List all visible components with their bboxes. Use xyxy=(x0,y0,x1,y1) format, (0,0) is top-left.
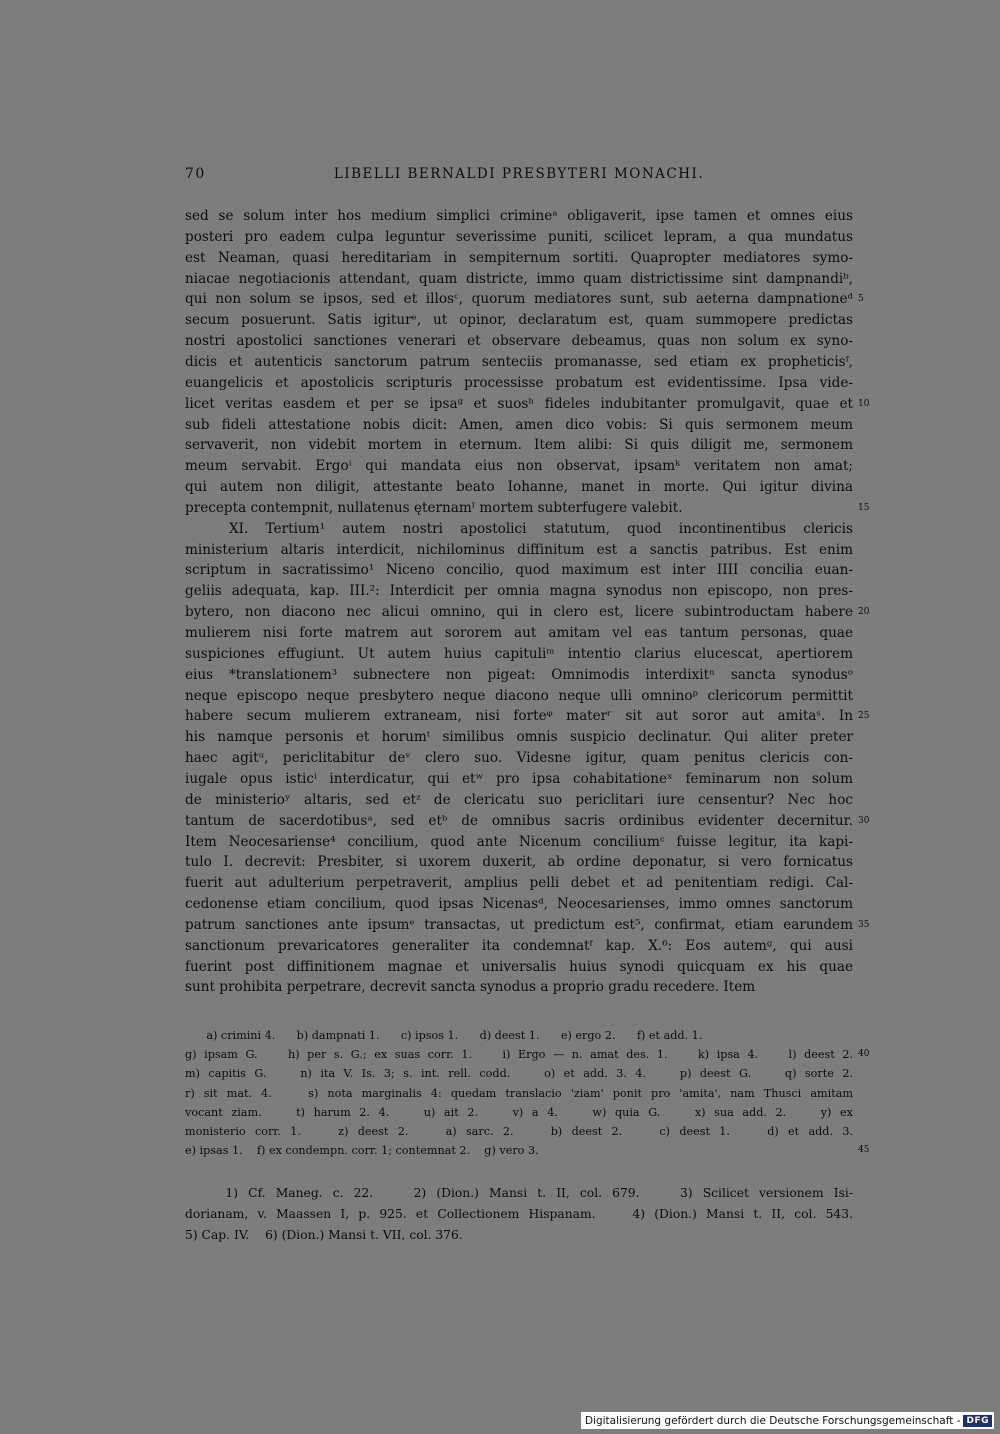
variant-line: a) crimini 4. b) dampnati 1. c) ipsos 1. d) deest 1. e) ergo 2. f) et add. 1. xyxy=(185,1029,703,1042)
text-line: euangelicis et apostolicis scripturis processisse probatum est evidentissime. Ipsa vide- xyxy=(185,374,853,391)
text-line: mulierem nisi forte matrem aut sororem aut amitam vel eas tantum personas, quae xyxy=(185,625,853,641)
text-line: sed se solum inter hos medium simplici crimineᵃ obligaverit, ipse tamen et omnes eius xyxy=(185,208,853,224)
text-line: sub fideli attestatione nobis dicit: Amen, amen dico vobis: Si quis sermonem meum xyxy=(185,416,853,433)
text-line: Item Neocesariense⁴ concilium, quod ante Nicenum conciliumᶜ fuisse legitur, ita kapi- xyxy=(185,833,853,850)
text-line: iugale opus isticⁱ interdicatur, qui etʷ pro ipsa cohabitationeˣ feminarum non solum xyxy=(185,770,853,787)
line-number: 30 xyxy=(858,815,870,826)
text-line: fuerit aut adulterium perpetraverit, amplius pelli debet et ad penitentiam redigi. Cal- xyxy=(185,875,853,892)
text-line: meum servabit. Ergoⁱ qui mandata eius non observat, ipsamᵏ veritatem non amat; xyxy=(185,458,853,475)
text-line: est Neaman, quasi hereditariam in sempiternum sortiti. Quapropter mediatores symo- xyxy=(185,249,853,266)
text-line: dicis et autenticis sanctorum patrum senteciis promanasse, sed etiam ex propheticisᶠ, xyxy=(185,353,853,370)
text-line: suspiciones effugiunt. Ut autem huius capituliᵐ intentio clarius elucescat, apertiorem xyxy=(185,645,853,662)
page-header xyxy=(185,166,853,188)
variant-line: e) ipsas 1. f) ex condempn. corr. 1; contemnat 2. g) vero 3. xyxy=(185,1144,539,1158)
text-line: fuerint post diffinitionem magnae et universalis huius synodi quicquam ex his quae xyxy=(185,958,853,975)
variant-line: m) capitis G. n) ita V. Is. 3; s. int. rell. codd. o) et add. 3. 4. p) deest G. q) sorte 2. xyxy=(185,1067,853,1081)
line-number: 40 xyxy=(858,1049,870,1060)
text-line: scriptum in sacratissimo¹ Niceno concilio, quod maximum est inter IIII concilia euan- xyxy=(185,562,853,579)
line-number: 45 xyxy=(858,1145,870,1156)
running-title: LIBELLI BERNALDI PRESBYTERI MONACHI. xyxy=(333,166,705,182)
text-line: posteri pro eadem culpa leguntur severissime puniti, scilicet lepram, a qua mundatus xyxy=(185,228,853,245)
dfg-logo: DFG xyxy=(963,1415,992,1427)
text-line: habere secum mulierem extraneam, nisi forteᵠ materʳ sit aut soror aut amitaˢ. In xyxy=(185,708,853,725)
variant-line: monisterio corr. 1. z) deest 2. a) sarc. 2. b) deest 2. c) deest 1. d) et add. 3. xyxy=(185,1125,853,1138)
line-number: 35 xyxy=(858,919,870,930)
text-line: haec agitᵘ, periclitabitur deᵛ clero suo. Videsne igitur, quam penitus clericis con- xyxy=(185,750,853,767)
text-line: tantum de sacerdotibusᵃ, sed etᵇ de omnibus sacris ordinibus evidenter decernitur. xyxy=(185,812,853,829)
text-line: servaverit, non videbit mortem in eternum. Item alibi: Si quis diligit me, sermonem xyxy=(185,437,853,454)
text-line: ministerium altaris interdicit, nichilominus diffinitum est a sanctis patribus. Est enim xyxy=(185,541,853,558)
text-line: sanctionum prevaricatores generaliter ita condemnatᶠ kap. X.⁶: Eos autemᵍ, qui ausi xyxy=(185,937,853,954)
text-line: XI. Tertium¹ autem nostri apostolici statutum, quod incontinentibus clericis xyxy=(229,520,853,537)
text-line: precepta contempnit, nullatenus ęternamˡ mortem subterfugere valebit. xyxy=(185,499,683,516)
text-line: geliis adequata, kap. III.²: Interdicit per omnia magna synodus non episcopo, non pres- xyxy=(185,583,853,600)
digitization-credit xyxy=(581,1412,994,1429)
text-line: secum posuerunt. Satis igiturᵉ, ut opinor, declaratum est, quam summopere predictas xyxy=(185,312,853,329)
source-note-line: 5) Cap. IV. 6) (Dion.) Mansi t. VII, col. 376. xyxy=(185,1228,463,1243)
text-line: qui autem non diligit, attestante beato Iohanne, manet in morte. Qui igitur divina xyxy=(185,479,853,496)
text-line: patrum sanctiones ante ipsumᵉ transactas, ut predictum est⁵, confirmat, etiam earundem xyxy=(185,916,853,933)
page-number: 70 xyxy=(185,166,206,182)
text-line: eius *translationem³ subnectere non pigeat: Omnimodis interdixitⁿ sancta synodusᵒ xyxy=(185,666,853,683)
text-line: licet veritas easdem et per se ipsaᵍ et suosʰ fideles indubitanter promulgavit, quae et xyxy=(185,395,853,412)
text-line: bytero, non diacono nec alicui omnino, qui in clero est, licere subintroductam habere xyxy=(185,604,853,621)
variant-line: g) ipsam G. h) per s. G.; ex suas corr. 1. i) Ergo — n. amat des. 1. k) ipsa 4. l) deest 2. xyxy=(185,1048,853,1062)
text-line: cedonense etiam concilium, quod ipsas Nicenasᵈ, Neocesarienses, immo omnes sanctorum xyxy=(185,896,853,913)
variant-line: r) sit mat. 4. s) nota marginalis 4: quedam translacio 'ziam' ponit pro 'amita', nam Thusci amitam xyxy=(185,1086,853,1100)
text-line: nostri apostolici sanctiones venerari et observare debeamus, quas non solum ex syno- xyxy=(185,333,853,350)
source-note-line: dorianam, v. Maassen I, p. 925. et Collectionem Hispanam. 4) (Dion.) Mansi t. II, col. 543. xyxy=(185,1207,853,1222)
text-line: niacae negotiacionis attendant, quam districte, immo quam districtissime sint dampnandiᵇ, xyxy=(185,270,853,287)
text-line: neque episcopo neque presbytero neque diacono neque ulli omninoᵖ clericorum permittit xyxy=(185,687,853,704)
source-note-line: 1) Cf. Maneg. c. 22. 2) (Dion.) Mansi t. II, col. 679. 3) Scilicet versionem Isi- xyxy=(185,1186,853,1200)
line-number: 20 xyxy=(858,607,870,618)
credit-text: Digitalisierung gefördert durch die Deutsche Forschungsgemeinschaft - xyxy=(584,1414,961,1427)
text-line: tulo I. decrevit: Presbiter, si uxorem duxerit, ab ordine deponatur, si vero fornicatus xyxy=(185,854,853,871)
text-line: de ministerioʸ altaris, sed etᶻ de clericatu suo periclitari iure censentur? Nec hoc xyxy=(185,791,853,808)
text-line: sunt prohibita perpetrare, decrevit sancta synodus a proprio gradu recedere. Item xyxy=(185,979,756,996)
line-number: 10 xyxy=(858,398,870,409)
text-line: qui non solum se ipsos, sed et illosᶜ, quorum mediatores sunt, sub aeterna dampnationeᵈ xyxy=(185,291,853,308)
variant-line: vocant ziam. t) harum 2. 4. u) ait 2. v) a 4. w) quia G. x) sua add. 2. y) ex xyxy=(185,1105,853,1119)
line-number: 15 xyxy=(858,502,870,513)
text-line: his namque personis et horumᵗ similibus omnis suspicio declinatur. Qui aliter preter xyxy=(185,729,853,746)
line-number: 25 xyxy=(858,711,870,722)
line-number: 5 xyxy=(858,294,864,305)
